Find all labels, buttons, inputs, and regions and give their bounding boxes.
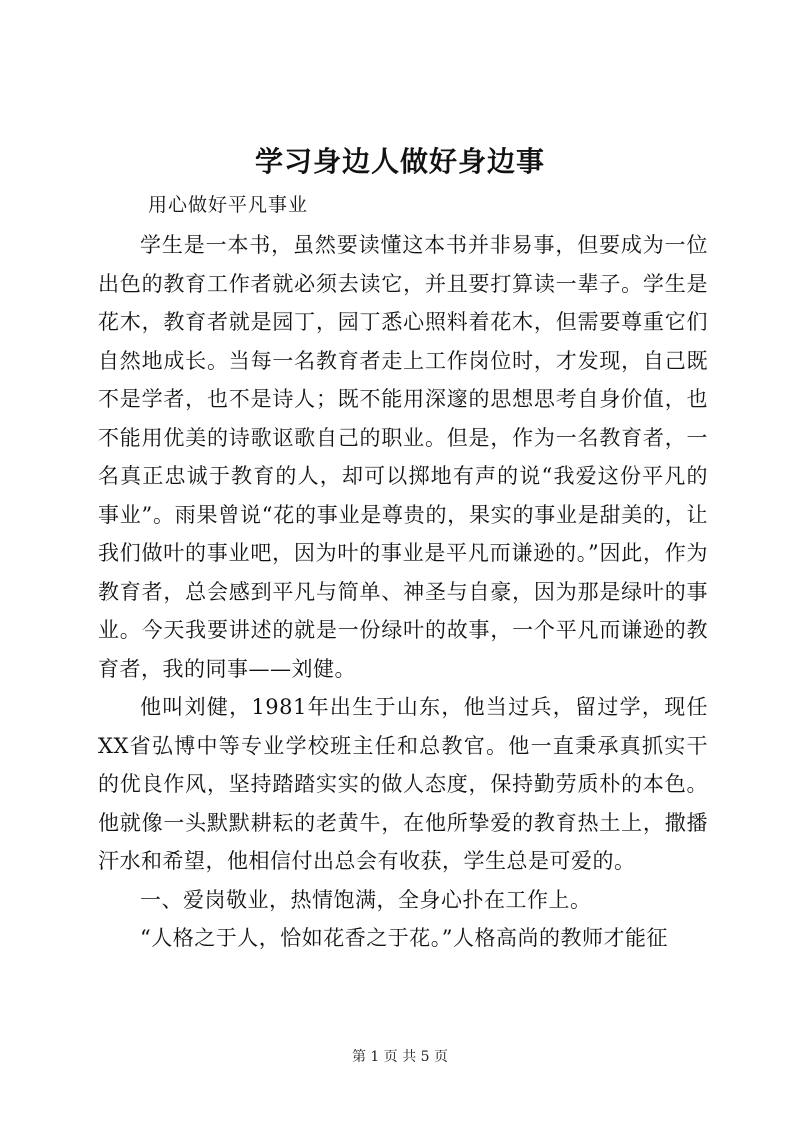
document-title: 学习身边人做好身边事	[254, 145, 545, 178]
document-subheading: 用心做好平凡事业	[148, 194, 309, 216]
paragraph-4: “人格之于人，恰如花香之于花。”人格高尚的教师才能征	[140, 926, 668, 950]
paragraph-3: 一、爱岗敬业，热情饱满，全身心扑在工作上。	[140, 887, 592, 912]
document-body	[98, 226, 708, 958]
paragraph-2: 他叫刘健，1981年出生于山东，他当过兵，留过学，现任XX省弘博中等专业学校班主任和总教官。他一直秉承真抓实干的优良作风，坚持踏踏实实的做人态度，保持勤劳质朴的本色。他就像一头默默耕耘的老黄牛，在他所挚爱的教育热土上，撒播汗水和希望，他相信付出总会有收获，学生总是可爱的。	[98, 695, 708, 873]
paragraph-1: 学生是一本书，虽然要读懂这本书并非易事，但要成为一位出色的教育工作者就必须去读它，并且要打算读一辈子。学生是花木，教育者就是园丁，园丁悉心照料着花木，但需要尊重它们自然地成长。当每一名教育者走上工作岗位时，才发现，自己既不是学者，也不是诗人；既不能用深邃的思想思考自身价值，也不能用优美的诗歌讴歌自己的职业。但是，作为一名教育者，一名真正忠诚于教育的人，却可以掷地有声的说“我爱这份平凡的事业”。雨果曾说“花的事业是尊贵的，果实的事业是甜美的，让我们做叶的事业吧，因为叶的事业是平凡而谦逊的。”因此，作为教育者，总会感到平凡与简单、神圣与自豪，因为那是绿叶的事业。今天我要讲述的就是一份绿叶的故事，一个平凡而谦逊的教育者，我的同事——刘健。	[98, 233, 708, 681]
page-number-footer: 第 1 页 共 5 页	[351, 1049, 449, 1065]
